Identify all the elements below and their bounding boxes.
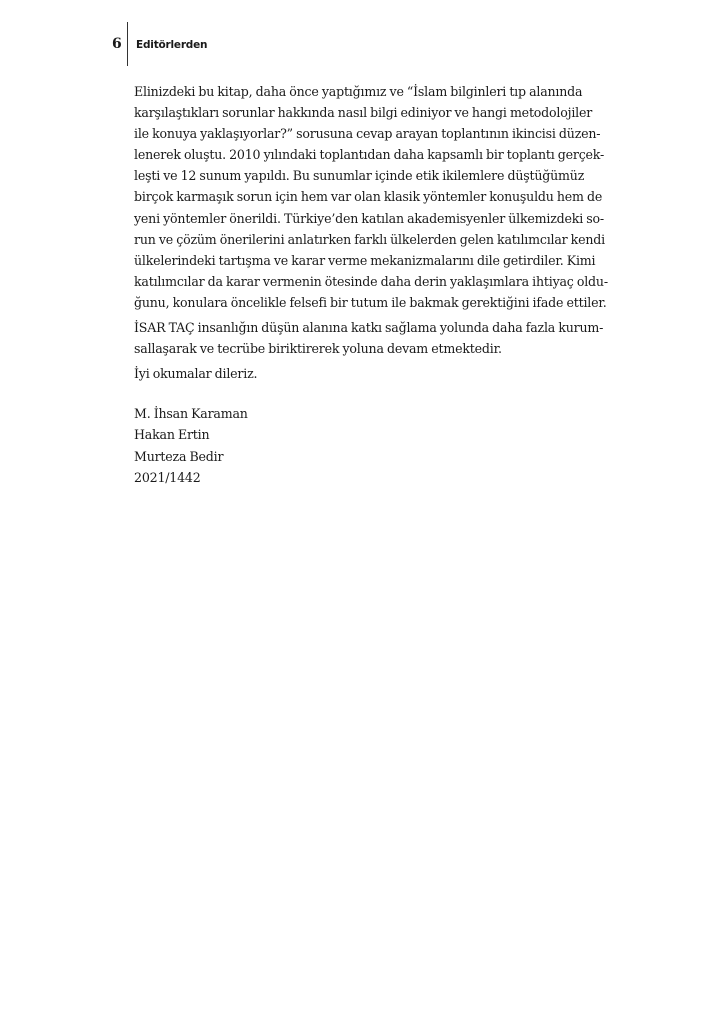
text-line: İSAR TAÇ insanlığın düşün alanına katkı sağlama yolunda daha fazla kurum- xyxy=(134,320,604,336)
header-divider xyxy=(127,22,128,66)
signature-block xyxy=(134,403,574,487)
text-line: katılımcılar da karar vermenin ötesinde daha derin yaklaşımlara ihtiyaç oldu- xyxy=(134,273,608,289)
signature-name: M. İhsan Karaman xyxy=(134,406,248,422)
text-line: ülkelerindeki tartışma ve karar verme mekanizmalarını dile getirdiler. Kimi xyxy=(134,252,596,268)
paragraph-intro xyxy=(134,81,608,313)
text-line: birçok karmaşık sorun için hem var olan klasik yöntemler konuşuldu hem de xyxy=(134,189,603,205)
text-line: ile konuya yaklaşıyorlar?” sorusuna cevap arayan toplantının ikincisi düzen- xyxy=(134,126,601,142)
text-line: yeni yöntemler önerildi. Türkiye’den katılan akademisyenler ülkemizdeki so- xyxy=(134,210,604,226)
text-line: ğunu, konulara öncelikle felsefi bir tutum ile bakmak gerektiğini ifade ettiler. xyxy=(134,294,607,310)
text-line: Elinizdeki bu kitap, daha önce yaptığımız ve “İslam bilginleri tıp alanında xyxy=(134,84,583,99)
signature-name: Hakan Ertin xyxy=(134,427,210,443)
text-line: leşti ve 12 sunum yapıldı. Bu sunumlar içinde etik ikilemlere düştüğümüz xyxy=(134,168,585,184)
running-head: Editörlerden xyxy=(136,39,208,51)
text-line: İyi okumalar dileriz. xyxy=(134,366,258,382)
paragraph-isar xyxy=(134,317,604,359)
text-line: karşılaştıkları sorunlar hakkında nasıl bilgi ediniyor ve hangi metodolojiler xyxy=(134,105,593,121)
text-line: run ve çözüm önerilerini anlatırken farklı ülkelerden gelen katılımcılar kendi xyxy=(134,231,605,247)
text-line: sallaşarak ve tecrübe biriktirerek yoluna devam etmektedir. xyxy=(134,341,502,357)
page-number: 6 xyxy=(112,36,122,52)
paragraph-closing xyxy=(134,363,574,384)
signature-date: 2021/1442 xyxy=(134,469,201,485)
signature-name: Murteza Bedir xyxy=(134,448,224,464)
text-line: lenerek oluştu. 2010 yılındaki toplantıdan daha kapsamlı bir toplantı gerçek- xyxy=(134,147,605,163)
main-text xyxy=(134,81,608,488)
